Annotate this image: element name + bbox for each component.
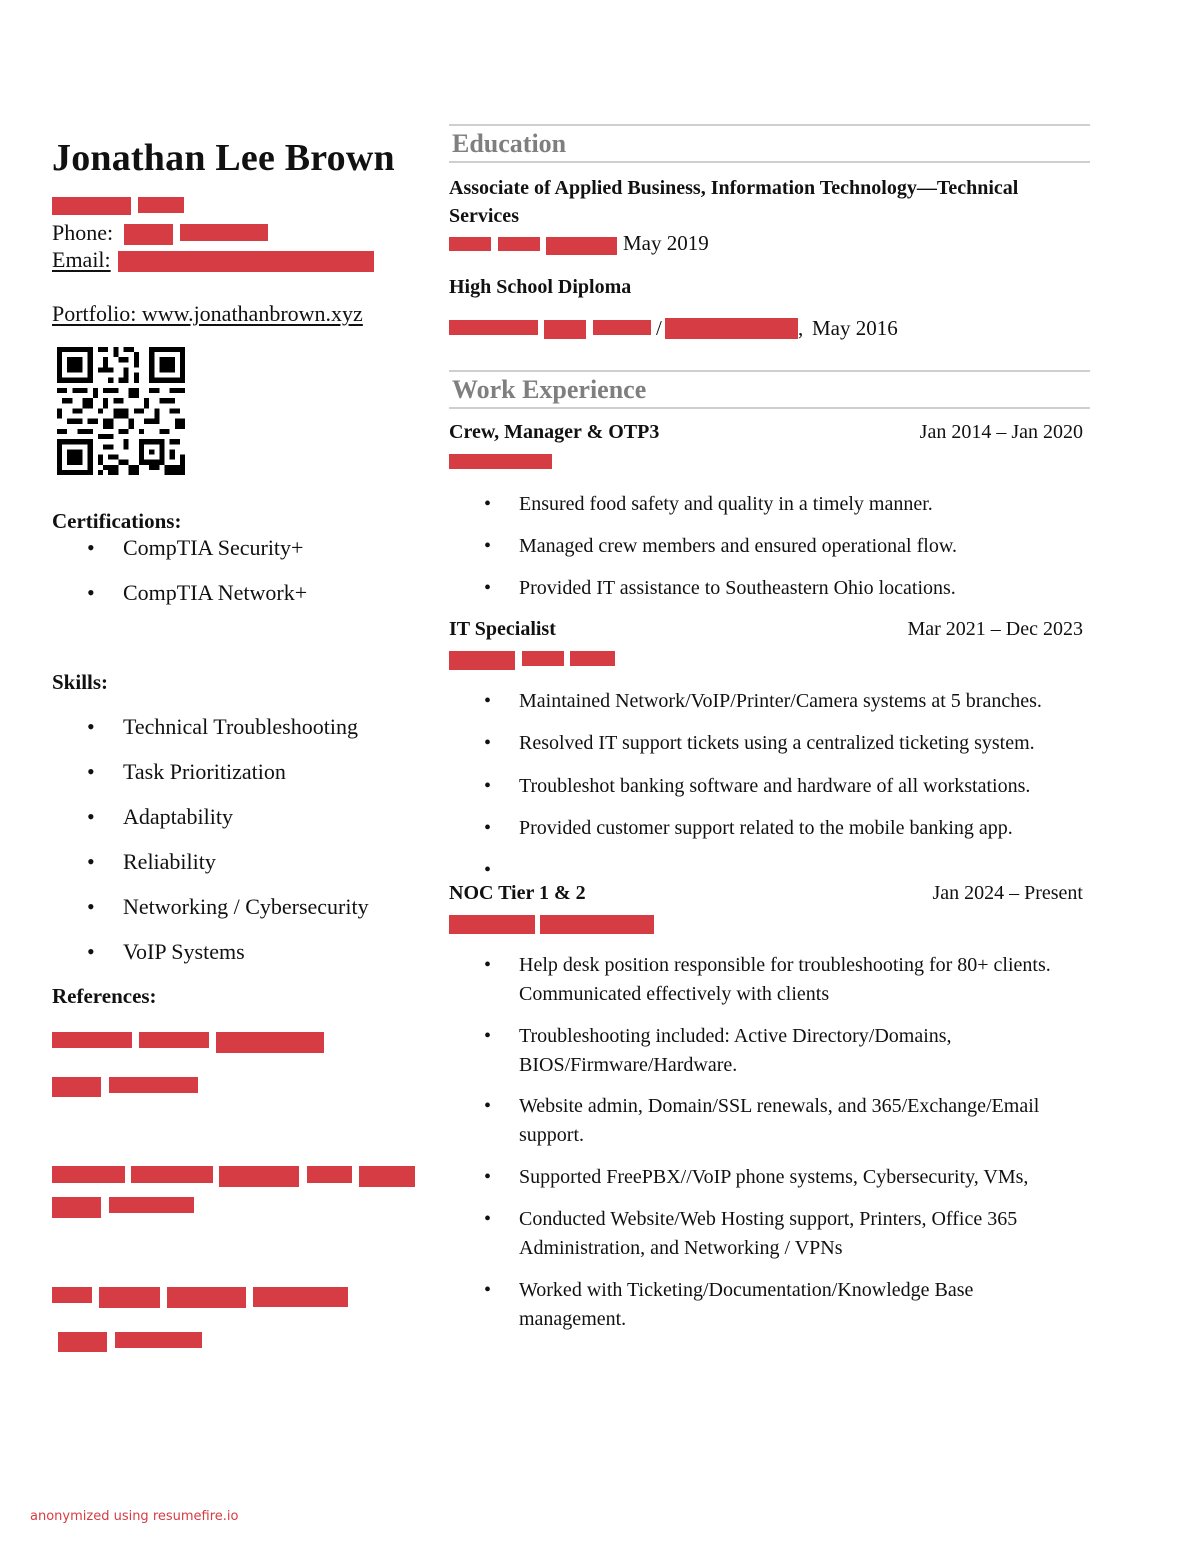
- bullet-icon: •: [87, 939, 95, 964]
- job-dates: Jan 2024 – Present: [932, 882, 1083, 904]
- bullet-icon: •: [484, 690, 492, 712]
- work-section-title: Work Experience: [452, 375, 647, 404]
- bullet-icon: •: [484, 1279, 492, 1301]
- bullet-icon: •: [484, 775, 492, 797]
- qr-code-icon: [57, 347, 185, 475]
- email-label[interactable]: Email:: [52, 247, 111, 272]
- bullet-icon: •: [484, 1166, 492, 1188]
- redacted-school: [449, 237, 491, 251]
- redacted-school: [544, 320, 586, 339]
- degree-title: High School Diploma: [449, 276, 632, 298]
- redacted-employer: [540, 915, 654, 934]
- redacted-reference: [115, 1332, 202, 1348]
- job-title: Crew, Manager & OTP3: [449, 421, 660, 443]
- portfolio-link[interactable]: Portfolio: www.jonathanbrown.xyz: [52, 301, 363, 326]
- redacted-phone: [180, 224, 268, 241]
- bullet-icon: •: [484, 817, 492, 839]
- bullet-icon: •: [87, 759, 95, 784]
- bullet-icon: •: [87, 714, 95, 739]
- job-title: NOC Tier 1 & 2: [449, 882, 586, 904]
- degree-title: Associate of Applied Business, Information Technology—Technical Services: [449, 177, 1019, 227]
- bullet-icon: •: [484, 535, 492, 557]
- job-dates: Jan 2014 – Jan 2020: [919, 421, 1083, 443]
- redacted-reference: [52, 1166, 125, 1183]
- location-comma: ,: [798, 316, 804, 340]
- bullet-icon: •: [484, 1095, 492, 1117]
- redacted-location: [665, 318, 798, 339]
- candidate-name: Jonathan Lee Brown: [52, 137, 395, 179]
- references-heading: References:: [52, 984, 157, 1008]
- bullet-icon: •: [484, 1208, 492, 1230]
- redacted-reference: [52, 1287, 92, 1303]
- section-divider: [449, 407, 1090, 409]
- bullet-icon: •: [484, 732, 492, 754]
- redacted-school: [546, 237, 617, 255]
- bullet-icon: •: [87, 894, 95, 919]
- redacted-school: [593, 320, 651, 335]
- section-divider: [449, 161, 1090, 163]
- bullet-icon: •: [87, 535, 95, 560]
- redacted-address: [138, 197, 184, 213]
- redacted-reference: [139, 1032, 209, 1048]
- section-divider: [449, 124, 1090, 126]
- degree-date: May 2019: [623, 231, 709, 255]
- redacted-reference: [216, 1032, 324, 1053]
- redacted-employer: [570, 651, 615, 666]
- education-section-title: Education: [452, 129, 567, 158]
- redacted-employer: [449, 915, 535, 934]
- redacted-reference: [109, 1077, 198, 1093]
- bullet-icon: •: [87, 849, 95, 874]
- redacted-school: [498, 237, 540, 251]
- redacted-reference: [131, 1166, 213, 1183]
- redacted-reference: [359, 1166, 415, 1187]
- redacted-reference: [253, 1287, 348, 1307]
- degree-date: May 2016: [812, 316, 898, 340]
- bullet-icon: •: [484, 493, 492, 515]
- bullet-icon: •: [484, 1025, 492, 1047]
- redacted-reference: [219, 1166, 299, 1187]
- bullet-icon: •: [87, 804, 95, 829]
- skills-heading: Skills:: [52, 670, 109, 694]
- anonymization-watermark: anonymized using resumefire.io: [30, 1509, 239, 1524]
- redacted-reference: [52, 1032, 132, 1048]
- certifications-heading: Certifications:: [52, 509, 182, 533]
- section-divider: [449, 370, 1090, 372]
- redacted-reference: [167, 1287, 246, 1308]
- location-separator: /: [656, 316, 662, 340]
- redacted-reference: [52, 1197, 101, 1218]
- phone-label: Phone:: [52, 220, 114, 245]
- redacted-employer: [522, 651, 564, 666]
- bullet-icon: •: [484, 577, 492, 599]
- redacted-reference: [52, 1077, 101, 1097]
- redacted-phone: [124, 224, 173, 245]
- job-dates: Mar 2021 – Dec 2023: [907, 618, 1083, 640]
- redacted-email: [118, 251, 374, 272]
- redacted-reference: [307, 1166, 352, 1183]
- bullet-icon: •: [87, 580, 95, 605]
- job-title: IT Specialist: [449, 618, 556, 640]
- redacted-reference: [109, 1197, 194, 1213]
- bullet-icon: •: [484, 954, 492, 976]
- redacted-reference: [99, 1287, 160, 1308]
- redacted-employer: [449, 454, 552, 469]
- redacted-employer: [449, 651, 515, 670]
- redacted-school: [449, 320, 538, 335]
- redacted-address: [52, 197, 131, 215]
- bullet-icon: •: [484, 859, 492, 881]
- redacted-reference: [58, 1332, 107, 1352]
